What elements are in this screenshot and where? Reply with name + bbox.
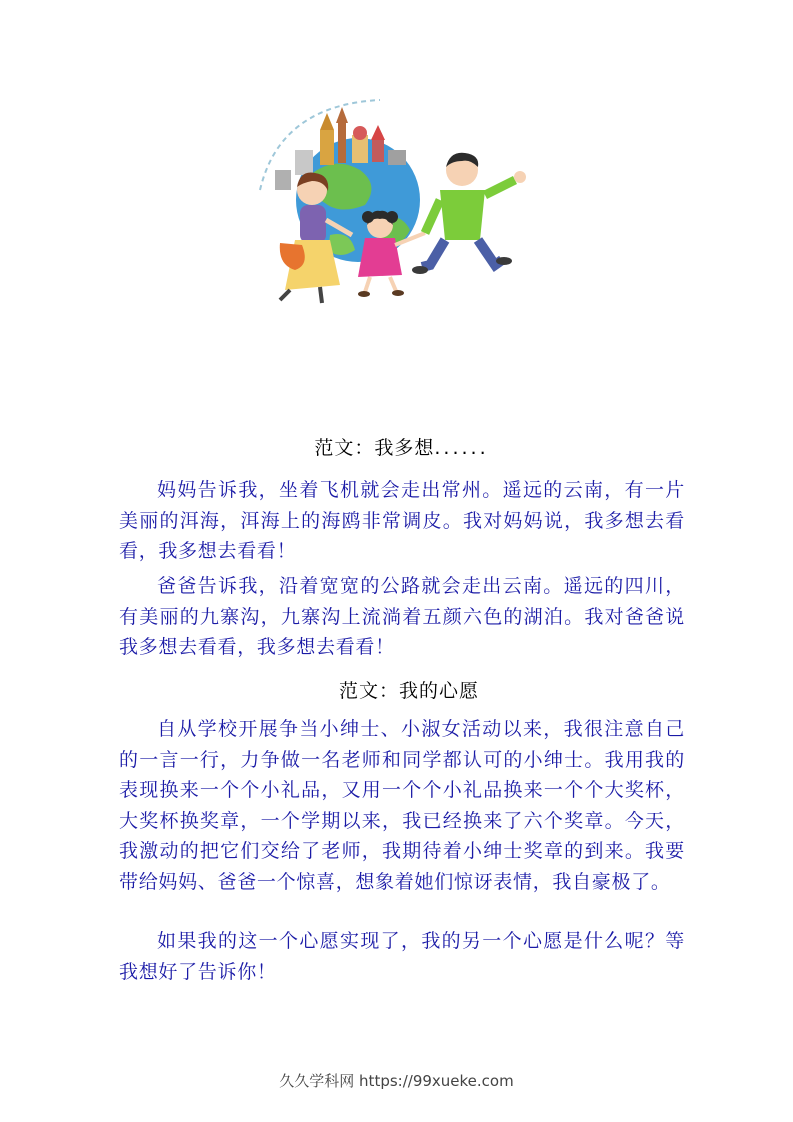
footer-watermark: 久久学科网 https://99xueke.com	[279, 1072, 514, 1090]
essay1-paragraph-2: 爸爸告诉我，沿着宽宽的公路就会走出云南。遥远的四川，有美丽的九寨沟，九寨沟上流淌着五颜六色的湖泊。我对爸爸说我多想去看看，我多想去看看！	[119, 575, 685, 658]
essay2-title	[0, 676, 793, 703]
essay2-title-label: 范文：	[338, 680, 399, 702]
family-travel-illustration	[240, 95, 540, 310]
essay1-paragraph-1: 妈妈告诉我，坐着飞机就会走出常州。遥远的云南，有一片美丽的洱海，洱海上的海鸥非常调皮。我对妈妈说，我多想去看看，我多想去看看！	[119, 479, 685, 562]
essay1-title-label: 范文：	[314, 437, 375, 459]
essay1-title-ellipsis: ......	[434, 437, 489, 459]
essay1-title	[0, 433, 793, 460]
essay2-paragraph-1: 自从学校开展争当小绅士、小淑女活动以来，我很注意自己的一言一行，力争做一名老师和同学都认可的小绅士。我用我的表现换来一个个小礼品，又用一个个小礼品换来一个个大奖杯，大奖杯换奖章，一个学期以来，我已经换来了六个奖章。今天，我激动的把它们交给了老师，我期待着小绅士奖章的到来。我要带给妈妈、爸爸一个惊喜，想象着她们惊讶表情，我自豪极了。	[119, 718, 685, 893]
essay2-paragraph-2: 如果我的这一个心愿实现了，我的另一个心愿是什么呢？等我想好了告诉你！	[119, 930, 685, 983]
essay1-title-text: 我多想	[374, 437, 435, 459]
essay2-title-text: 我的心愿	[399, 680, 480, 702]
